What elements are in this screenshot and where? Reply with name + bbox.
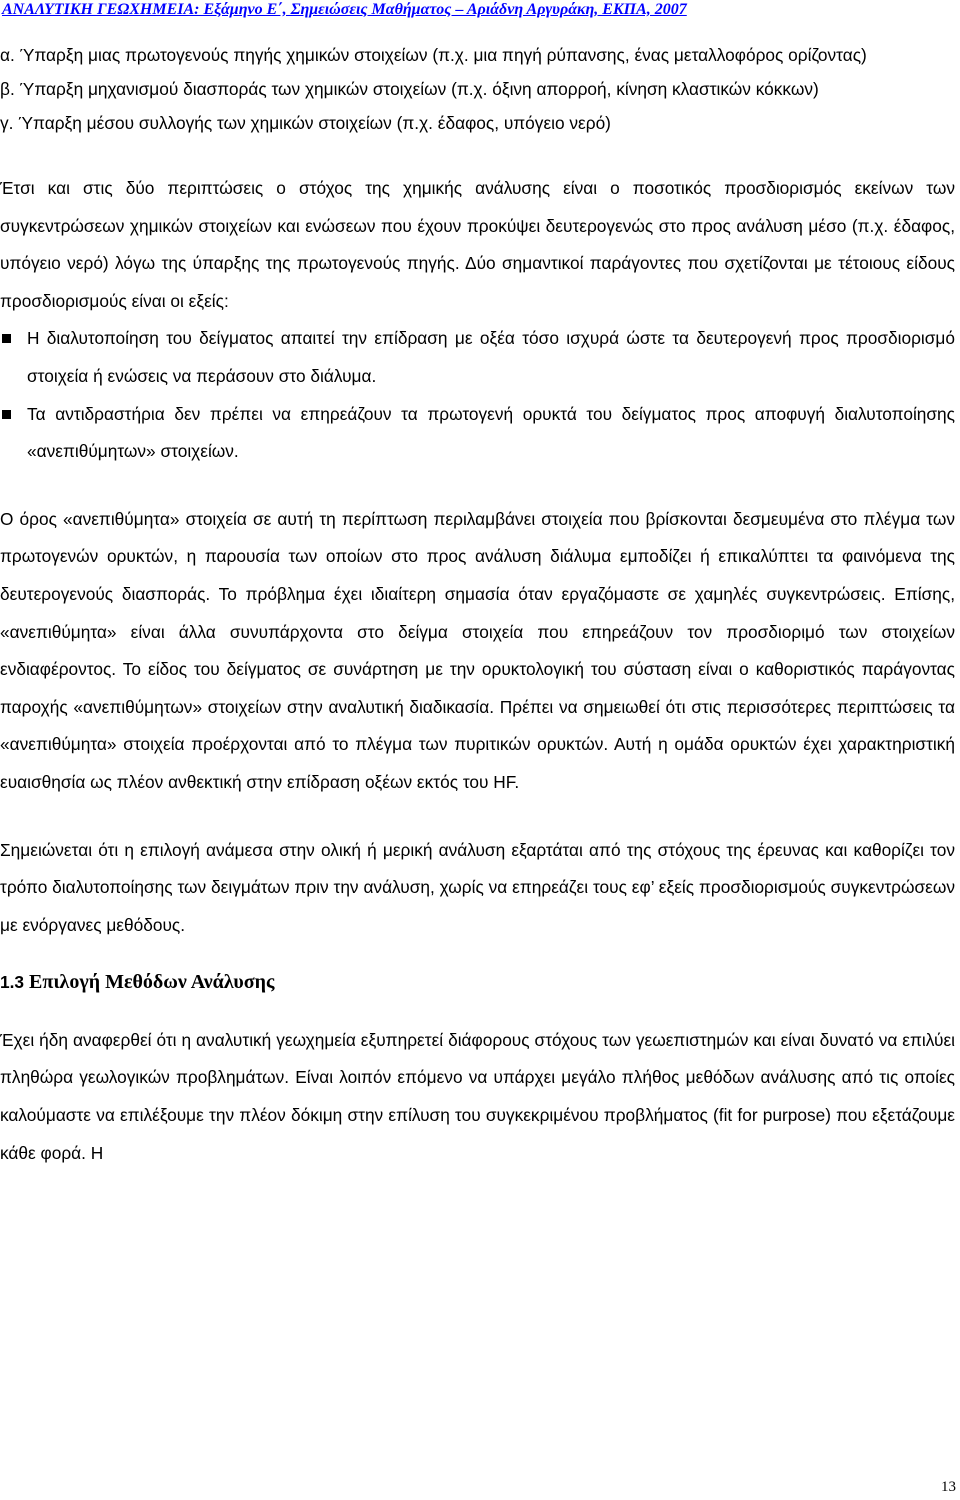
list-item: β. Ύπαρξη μηχανισμού διασποράς των χημικών στοιχείων (π.χ. όξινη απορροή, κίνηση κλαστικών κόκκων) (0, 79, 819, 99)
body-paragraph: Έτσι και στις δύο περιπτώσεις ο στόχος της χημικής ανάλυσης είναι ο ποσοτικός προσδιορισμός εκείνων των συγκεντρώσεων χημικών στοιχείων και ενώσεων που έχουν προκύψει δευτερογενώς στο προς ανάλυση μέσο (π.χ. έδαφος, υπόγειο νερό) λόγω της ύπαρξης της πρωτογενούς πηγής. Δύο σημαντικοί παράγοντες που σχετίζονται με τέτοιους είδους προσδιορισμούς είναι οι εξείς: (0, 178, 955, 311)
bullet-text: Η διαλυτοποίηση του δείγματος απαιτεί την επίδραση με οξέα τόσο ισχυρά ώστε τα δευτερογενή προς προσδιορισμό στοιχεία ή ενώσεις να περάσουν στο διάλυμα. (27, 328, 955, 386)
running-header: ΑΝΑΛΥΤΙΚΗ ΓΕΩΧΗΜΕΙΑ: Εξάμηνο Ε΄, Σημειώσεις Μαθήματος – Αριάδνη Αργυράκη, ΕΚΠΑ, 2007 (2, 1, 687, 18)
requirements-list (0, 38, 955, 140)
page-number: 13 (941, 1479, 956, 1495)
body-paragraph: Σημειώνεται ότι η επιλογή ανάμεσα στην ολική ή μερική ανάλυση εξαρτάται από της στόχους της έρευνας και καθορίζει τον τρόπο διαλυτοποίησης των δειγμάτων πριν την ανάλυση, χωρίς να επηρεάζει τους εφ’ εξείς προσδιορισμούς συγκεντρώσεων με ενόργανες μεθόδους. (0, 839, 955, 935)
bullet-item (0, 320, 955, 395)
list-item: α. Ύπαρξη μιας πρωτογενούς πηγής χημικών στοιχείων (π.χ. μια πηγή ρύπανσης, ένας μεταλλοφόρος ορίζοντας) (0, 45, 867, 65)
bullet-item (0, 396, 955, 471)
section-heading (0, 964, 955, 1002)
page-content (0, 38, 955, 1172)
body-paragraph: Έχει ήδη αναφερθεί ότι η αναλυτική γεωχημεία εξυπηρετεί διάφορους στόχους των γεωεπιστημών και είναι δυνατό να επιλύει πληθώρα γεωλογικών προβλημάτων. Είναι λοιπόν επόμενο να υπάρχει μεγάλο πλήθος μεθόδων ανάλυσης από τις οποίες καλούμαστε να επιλέξουμε την πλέον δόκιμη στην επίλυση του συγκεκριμένου προβλήματος (fit for purpose) που εξετάζουμε κάθε φορά. Η (0, 1029, 955, 1163)
section-number: 1.3 (0, 972, 25, 993)
bullet-text: Τα αντιδραστήρια δεν πρέπει να επηρεάζουν τα πρωτογενή ορυκτά του δείγματος προς αποφυγή διαλυτοποίησης «ανεπιθύμητων» στοιχείων. (27, 403, 955, 462)
section-title: Επιλογή Μεθόδων Ανάλυσης (29, 971, 275, 994)
bullet-list (0, 320, 955, 470)
body-paragraph: Ο όρος «ανεπιθύμητα» στοιχεία σε αυτή τη περίπτωση περιλαμβάνει στοιχεία που βρίσκονται δεσμευμένα στο πλέγμα των πρωτογενών ορυκτών, η παρουσία των οποίων στο προς ανάλυση διάλυμα εμποδίζει ή επικαλύπτει τα φαινόμενα της δευτερογενούς διασποράς. Το πρόβλημα έχει ιδιαίτερη σημασία όταν εργαζόμαστε σε χαμηλές συγκεντρώσεις. Επίσης, «ανεπιθύμητα» είναι άλλα συνυπάρχοντα στο δείγμα στοιχεία που επηρεάζουν τον προσδιοριμό των στοιχείων ενδιαφέροντος. Το είδος του δείγματος σε συνάρτηση με την ορυκτολογική του σύσταση είναι ο καθοριστικός παράγοντας παροχής «ανεπιθύμητων» στοιχείων στην αναλυτική διαδικασία. Πρέπει να σημειωθεί ότι στις περισσότερες περιπτώσεις τα «ανεπιθύμητα» στοιχεία προέρχονται από το πλέγμα των πυριτικών ορυκτών. Αυτή η ομάδα ορυκτών έχει χαρακτηριστική ευαισθησία ως πλέον ανθεκτική στην επίδραση οξέων εκτός του HF. (0, 508, 955, 792)
square-bullet-icon (2, 334, 11, 343)
list-item: γ. Ύπαρξη μέσου συλλογής των χημικών στοιχείων (π.χ. έδαφος, υπόγειο νερό) (0, 113, 611, 133)
square-bullet-icon (2, 410, 11, 419)
